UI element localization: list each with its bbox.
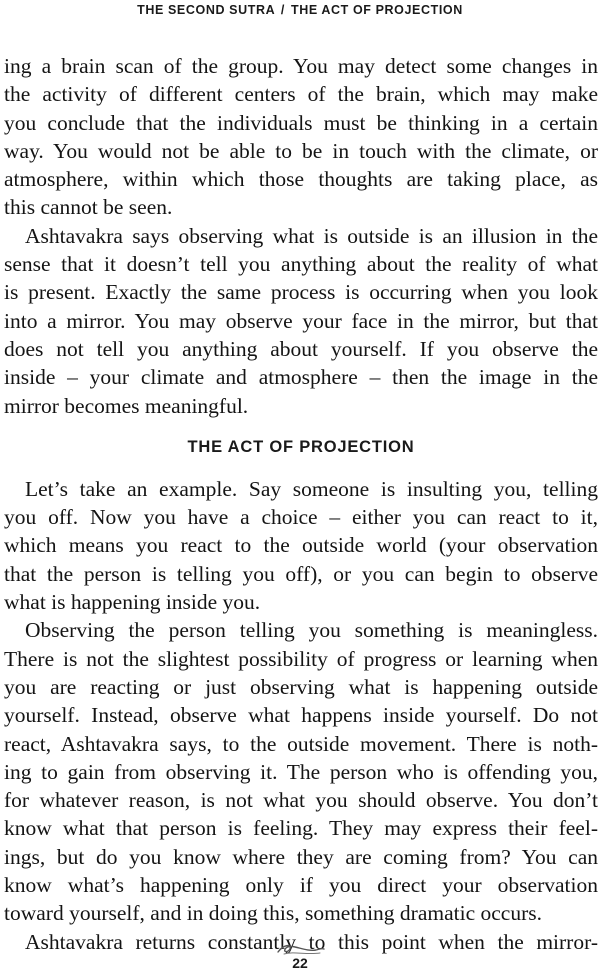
paragraph xyxy=(4,52,598,222)
text-line: what is happening inside you. xyxy=(4,590,261,615)
text-line: sense that it doesn’t tell you anything about the reality of what xyxy=(4,252,598,277)
running-head-sutra: THE SECOND SUTRA xyxy=(137,3,275,17)
running-head-separator: / xyxy=(280,3,285,17)
text-line: you off. Now you have a choice – either you can react to it, xyxy=(4,505,598,530)
text-line: ings, but do you know where they are coming from? You can xyxy=(4,844,598,869)
text-line: that the person is telling you off), or you can begin to observe xyxy=(4,561,598,586)
body-text xyxy=(4,52,598,956)
running-head xyxy=(0,3,600,17)
text-line: into a mirror. You may observe your face in the mirror, but that xyxy=(4,308,598,333)
text-line: know what’s happening only if you direct your observation xyxy=(4,873,598,898)
text-line: There is not the slightest possibility of progress or learning when xyxy=(4,646,598,671)
text-line: for whatever reason, is not what you should observe. You don’t xyxy=(4,788,598,813)
paragraph xyxy=(4,475,598,616)
paragraph xyxy=(4,616,598,927)
text-line: ing to gain from observing it. The person who is offending you, xyxy=(4,759,598,784)
text-line: is present. Exactly the same process is occurring when you look xyxy=(4,280,598,305)
text-line: which means you react to the outside world (your observation xyxy=(4,533,598,558)
text-line: know what that person is feeling. They may express their feel- xyxy=(4,816,598,841)
text-line: mirror becomes meaningful. xyxy=(4,393,249,418)
text-line: does not tell you anything about yourself. If you observe the xyxy=(4,336,598,361)
text-line: inside – your climate and atmosphere – then the image in the xyxy=(4,365,598,390)
text-line: Let’s take an example. Say someone is insulting you, telling xyxy=(25,476,598,501)
text-line: Ashtavakra says observing what is outside is an illusion in the xyxy=(25,223,598,248)
text-line: Ashtavakra returns constantly to this point when the mirror- xyxy=(25,929,598,954)
text-line: atmosphere, within which those thoughts are taking place, as xyxy=(4,167,598,192)
section-heading: THE ACT OF PROJECTION xyxy=(187,437,415,456)
text-line: you are reacting or just observing what is happening outside xyxy=(4,674,598,699)
text-line: way. You would not be able to be in touch with the climate, or xyxy=(4,138,598,163)
text-line: the activity of different centers of the brain, which may make xyxy=(4,82,598,107)
text-line: this cannot be seen. xyxy=(4,195,173,220)
text-line: you conclude that the individuals must be thinking in a certain xyxy=(4,110,598,135)
text-line: yourself. Instead, observe what happens inside yourself. Do not xyxy=(4,703,598,728)
running-head-chapter: THE ACT OF PROJECTION xyxy=(290,3,463,17)
page-number: 22 xyxy=(292,955,308,971)
text-line: Observing the person telling you something is meaningless. xyxy=(25,618,598,643)
text-line: react, Ashtavakra says, to the outside movement. There is noth- xyxy=(4,731,598,756)
text-line: toward yourself, and in doing this, something dramatic occurs. xyxy=(4,901,542,926)
paragraph xyxy=(4,222,598,420)
text-line: ing a brain scan of the group. You may detect some changes in xyxy=(4,54,598,78)
